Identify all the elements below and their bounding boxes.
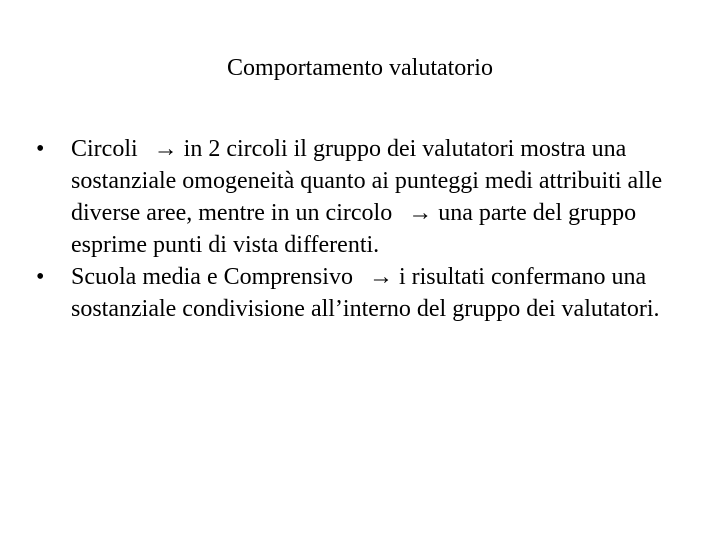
arrow-right-icon: → — [368, 264, 393, 290]
bullet-text: i risultati confermano una sostanziale condivisione all’interno del gruppo dei valutatori. — [71, 264, 660, 322]
slide-title: Comportamento valutatorio — [227, 55, 493, 81]
bullet-tail: una parte del gruppo esprime punti di vista differenti. — [71, 200, 637, 258]
bullet-lead: Scuola media e Comprensivo — [71, 264, 353, 290]
bullet-text: in 2 circoli il gruppo dei valutatori mostra una sostanziale omogeneità quanto ai punteggi medi attribuiti alle diverse aree, mentre in un circolo — [71, 136, 663, 226]
bullet-lead: Circoli — [71, 136, 138, 162]
arrow-right-icon: → — [153, 136, 178, 162]
bullet-list — [36, 133, 696, 325]
bullet-item-scuola-media — [36, 261, 696, 325]
bullet-icon: • — [36, 136, 45, 162]
arrow-right-icon: → — [408, 200, 433, 226]
bullet-item-circoli — [36, 133, 696, 261]
bullet-icon: • — [36, 264, 45, 290]
